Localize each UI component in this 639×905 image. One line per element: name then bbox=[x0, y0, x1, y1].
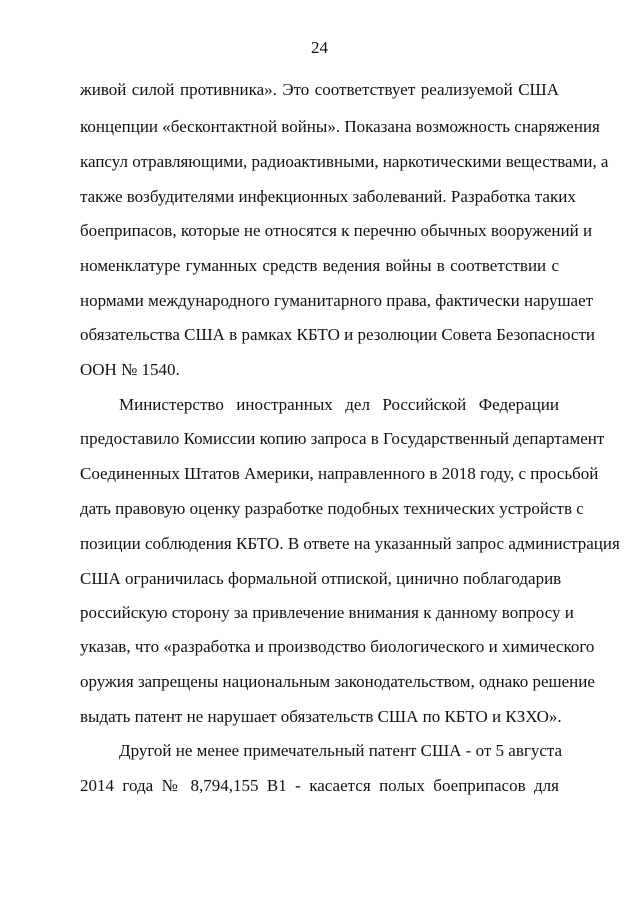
text-line: ООН № 1540. bbox=[80, 360, 180, 379]
text-line: живой силой противника». Это соответствует реализуемой США bbox=[80, 80, 559, 99]
text-line: 2014 года № 8,794,155 В1 - касается полых боеприпасов для bbox=[80, 776, 559, 795]
text-line: США ограничилась формальной отпиской, цинично поблагодарив bbox=[80, 569, 562, 588]
text-line: номенклатуре гуманных средств ведения войны в соответствии с bbox=[80, 256, 559, 275]
text-line: Соединенных Штатов Америки, направленного в 2018 году, с просьбой bbox=[80, 464, 599, 483]
text-line: Министерство иностранных дел Российской Федерации bbox=[119, 395, 559, 414]
text-line: дать правовую оценку разработке подобных технических устройств с bbox=[80, 499, 584, 518]
text-line: Другой не менее примечательный патент США - от 5 августа bbox=[119, 741, 563, 760]
text-line: обязательства США в рамках КБТО и резолюции Совета Безопасности bbox=[80, 325, 595, 344]
text-line: капсул отравляющими, радиоактивными, наркотическими веществами, а bbox=[80, 152, 609, 171]
text-line: указав, что «разработка и производство биологического и химического bbox=[80, 637, 595, 656]
text-line: выдать патент не нарушает обязательств США по КБТО и КЗХО». bbox=[80, 707, 562, 726]
text-line: боеприпасов, которые не относятся к перечню обычных вооружений и bbox=[80, 221, 593, 240]
text-line: также возбудителями инфекционных заболеваний. Разработка таких bbox=[80, 187, 576, 206]
page-number: 24 bbox=[311, 38, 328, 57]
text-line: российскую сторону за привлечение внимания к данному вопросу и bbox=[80, 603, 574, 622]
text-line: нормами международного гуманитарного права, фактически нарушает bbox=[80, 291, 594, 310]
text-line: концепции «бесконтактной войны». Показана возможность снаряжения bbox=[80, 117, 600, 136]
text-line: позиции соблюдения КБТО. В ответе на указанный запрос администрация bbox=[80, 534, 620, 553]
text-line: оружия запрещены национальным законодательством, однако решение bbox=[80, 672, 595, 691]
text-line: предоставило Комиссии копию запроса в Государственный департамент bbox=[80, 429, 605, 448]
